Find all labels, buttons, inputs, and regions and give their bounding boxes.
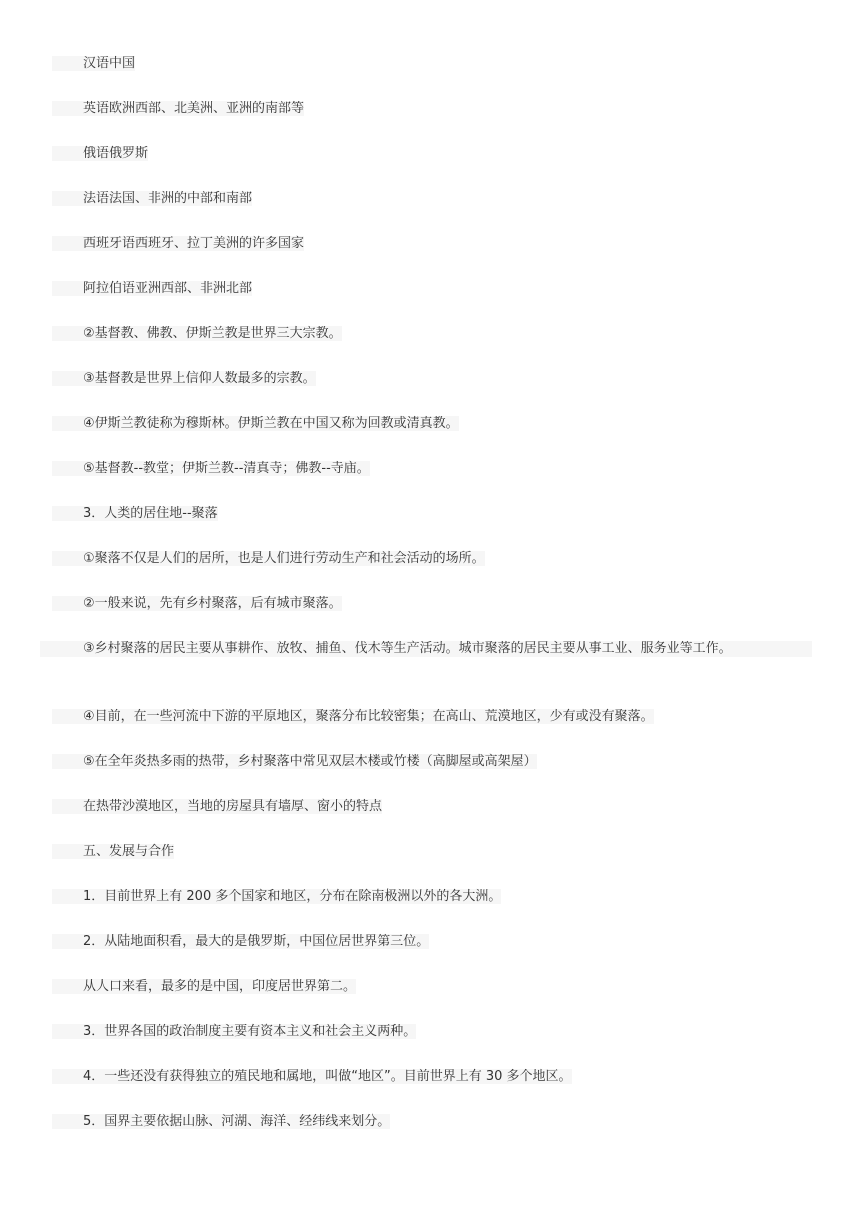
paragraph bbox=[52, 236, 812, 252]
paragraph bbox=[52, 326, 812, 342]
paragraph-text: ④伊斯兰教徒称为穆斯林。伊斯兰教在中国又称为回教或清真教。 bbox=[52, 416, 459, 431]
paragraph-text: ⑤基督教--教堂；伊斯兰教--清真寺；佛教--寺庙。 bbox=[52, 461, 370, 476]
paragraph-text: 2．从陆地面积看，最大的是俄罗斯，中国位居世界第三位。 bbox=[52, 934, 429, 949]
paragraph bbox=[52, 979, 812, 995]
paragraph bbox=[52, 416, 812, 432]
paragraph-text: ③乡村聚落的居民主要从事耕作、放牧、捕鱼、伐木等生产活动。城市聚落的居民主要从事工业、服务业等工作。 bbox=[40, 641, 812, 657]
paragraph bbox=[52, 641, 812, 657]
paragraph bbox=[52, 56, 812, 72]
paragraph bbox=[52, 1024, 812, 1040]
paragraph-text: 阿拉伯语亚洲西部、非洲北部 bbox=[52, 281, 252, 296]
paragraph-text: ②基督教、佛教、伊斯兰教是世界三大宗教。 bbox=[52, 326, 342, 341]
paragraph bbox=[52, 551, 812, 567]
paragraph-text: ③基督教是世界上信仰人数最多的宗教。 bbox=[52, 371, 316, 386]
paragraph-text: ②一般来说，先有乡村聚落，后有城市聚落。 bbox=[52, 596, 342, 611]
paragraph-text: 从人口来看，最多的是中国，印度居世界第二。 bbox=[52, 979, 356, 994]
paragraph-text: 汉语中国 bbox=[52, 56, 135, 71]
paragraph bbox=[52, 934, 812, 950]
paragraph bbox=[52, 754, 812, 770]
paragraph bbox=[52, 371, 812, 387]
paragraph bbox=[52, 281, 812, 297]
paragraph-text: 法语法国、非洲的中部和南部 bbox=[52, 191, 252, 206]
section-heading bbox=[52, 506, 812, 522]
paragraph bbox=[52, 596, 812, 612]
paragraph-text: 俄语俄罗斯 bbox=[52, 146, 148, 161]
paragraph bbox=[52, 1114, 812, 1130]
paragraph bbox=[52, 101, 812, 117]
paragraph-text: 在热带沙漠地区，当地的房屋具有墙厚、窗小的特点 bbox=[52, 799, 382, 814]
paragraph-text: 3．人类的居住地--聚落 bbox=[52, 506, 218, 521]
paragraph-text: 1．目前世界上有 200 多个国家和地区，分布在除南极洲以外的各大洲。 bbox=[52, 889, 501, 904]
section-heading bbox=[52, 844, 812, 860]
paragraph bbox=[52, 146, 812, 162]
paragraph-text: ④目前，在一些河流中下游的平原地区，聚落分布比较密集；在高山、荒漠地区，少有或没有聚落。 bbox=[52, 709, 654, 724]
paragraph-text: 3．世界各国的政治制度主要有资本主义和社会主义两种。 bbox=[52, 1024, 416, 1039]
paragraph-text: ⑤在全年炎热多雨的热带，乡村聚落中常见双层木楼或竹楼（高脚屋或高架屋） bbox=[52, 754, 537, 769]
paragraph-text: 英语欧洲西部、北美洲、亚洲的南部等 bbox=[52, 101, 304, 116]
paragraph-text: 西班牙语西班牙、拉丁美洲的许多国家 bbox=[52, 236, 304, 251]
paragraph-text: 4．一些还没有获得独立的殖民地和属地，叫做“地区”。目前世界上有 30 多个地区。 bbox=[52, 1069, 572, 1084]
paragraph bbox=[52, 709, 812, 725]
paragraph bbox=[52, 1069, 812, 1085]
paragraph bbox=[52, 191, 812, 207]
paragraph bbox=[52, 461, 812, 477]
paragraph bbox=[52, 889, 812, 905]
paragraph-text: ①聚落不仅是人们的居所，也是人们进行劳动生产和社会活动的场所。 bbox=[52, 551, 485, 566]
paragraph bbox=[52, 799, 812, 815]
paragraph-text: 五、发展与合作 bbox=[52, 844, 174, 859]
paragraph-text: 5．国界主要依据山脉、河湖、海洋、经纬线来划分。 bbox=[52, 1114, 390, 1129]
